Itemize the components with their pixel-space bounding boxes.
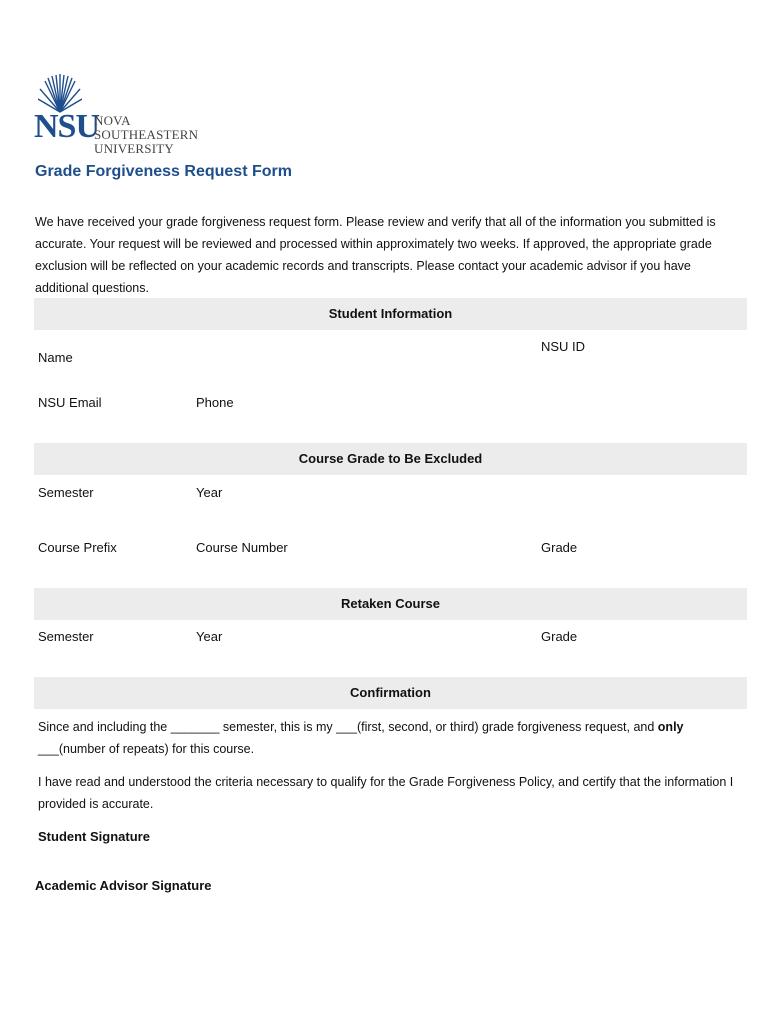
confirmation-statement — [38, 716, 738, 760]
student-signature-label: Student Signature — [38, 829, 150, 844]
intro-paragraph: We have received your grade forgiveness request form. Please review and verify that all of the information you submitted is accurate. Your request will be reviewed and processed within approximately two weeks. If approved, the appropriate grade exclusion will be reflected on your academic records and transcripts. Please contact your academic advisor if you have additional questions. — [35, 215, 716, 295]
advisor-signature-label: Academic Advisor Signature — [35, 878, 212, 893]
retaken-year-label: Year — [196, 629, 223, 644]
section-header-retaken-course — [34, 588, 747, 620]
phone-label: Phone — [196, 395, 234, 410]
retaken-grade-label: Grade — [541, 629, 578, 644]
certification-statement: I have read and understood the criteria necessary to qualify for the Grade Forgiveness Policy, and certify that the information I provided is accurate. — [38, 775, 734, 811]
nsu-logo — [34, 72, 204, 156]
form-title: Grade Forgiveness Request Form — [35, 163, 292, 180]
course-prefix-label: Course Prefix — [38, 540, 117, 555]
excluded-year-label: Year — [196, 485, 223, 500]
nsu-email-label: NSU Email — [38, 395, 102, 410]
section-title: Retaken Course — [341, 596, 440, 611]
section-title: Confirmation — [350, 685, 431, 700]
confirmation-text-b: ___(number of repeats) for this course. — [38, 742, 255, 756]
course-number-label: Course Number — [196, 540, 288, 555]
section-title: Student Information — [328, 306, 453, 321]
logo-line-2: UNIVERSITY — [94, 141, 174, 156]
section-title: Course Grade to Be Excluded — [298, 451, 483, 466]
section-header-confirmation — [34, 677, 747, 709]
logo-line-1: NOVA SOUTHEASTERN — [94, 113, 199, 142]
excluded-grade-label: Grade — [541, 540, 578, 555]
confirmation-emphasis: only — [657, 720, 684, 734]
logo-mark: NSU — [34, 108, 100, 145]
logo-university-name — [94, 114, 204, 156]
excluded-semester-label: Semester — [38, 485, 94, 500]
retaken-semester-label: Semester — [38, 629, 94, 644]
confirmation-text-a: Since and including the _______ semester, this is my ___(first, second, or third) grade forgiveness request, and — [38, 720, 658, 734]
section-header-student-info — [34, 298, 747, 330]
name-label: Name — [38, 350, 73, 365]
nsu-id-label: NSU ID — [541, 339, 586, 354]
section-header-excluded-course — [34, 443, 747, 475]
